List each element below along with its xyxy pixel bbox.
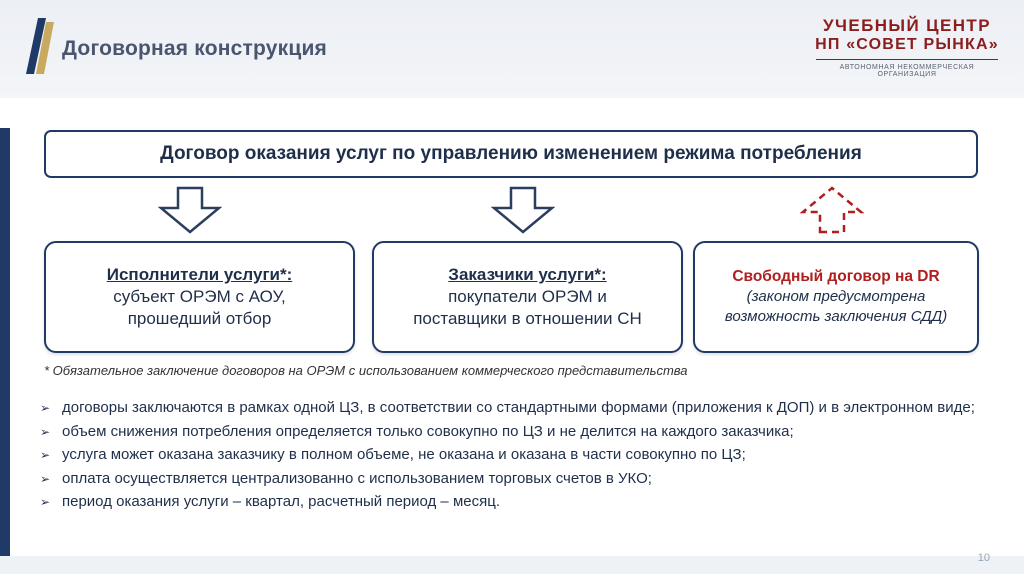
list-item: [40, 398, 990, 419]
brand-subtitle: АВТОНОМНАЯ НЕКОММЕРЧЕСКАЯ ОРГАНИЗАЦИЯ: [839, 64, 975, 78]
card-free-dr-contract: [693, 241, 979, 353]
card-service-providers: [44, 241, 355, 353]
brand-name-line1: УЧЕБНЫЙ ЦЕНТР: [823, 16, 991, 35]
arrow-down-icon: [491, 186, 555, 234]
card-title: Заказчики услуги*:: [448, 265, 607, 284]
card-line: прошедший отбор: [127, 309, 272, 328]
card-line: возможность заключения СДД): [724, 308, 948, 325]
card-line: (законом предусмотрена: [746, 288, 926, 305]
page-title: Договорная конструкция: [62, 37, 328, 60]
contract-title-box: [44, 130, 978, 178]
logo-mark-icon: [24, 18, 54, 74]
arrow-up-dashed-icon: [800, 186, 864, 234]
list-item-text: оплата осуществляется централизованно с использованием торговых счетов в УКО;: [62, 469, 652, 487]
page-number: 10: [977, 552, 990, 564]
bullet-arrow-icon: ➢: [40, 495, 51, 509]
header: [0, 0, 1024, 98]
list-item-text: услуга может оказана заказчику в полном объеме, не оказана и оказана в части совокупно по ЦЗ;: [62, 446, 746, 463]
card-line: поставщики в отношении СН: [413, 309, 642, 328]
list-item: [40, 445, 990, 466]
list-item-text: договоры заключаются в рамках одной ЦЗ, в соответствии со стандартными формами (приложения к ДОП) и в электронном виде;: [62, 399, 975, 416]
accent-bar: [0, 128, 10, 556]
list-item-text: объем снижения потребления определяется только совокупно по ЦЗ и не делится на каждого заказчика;: [62, 422, 794, 440]
list-item: [40, 422, 990, 443]
brand-logo: [812, 16, 1002, 78]
card-service-customers: [372, 241, 683, 353]
footnote: * Обязательное заключение договоров на ОРЭМ с использованием коммерческого представительства: [44, 363, 688, 378]
bullet-arrow-icon: ➢: [40, 448, 51, 462]
card-line: субъект ОРЭМ с АОУ,: [113, 287, 286, 306]
bullet-arrow-icon: ➢: [40, 471, 51, 486]
card-title: Исполнители услуги*:: [106, 265, 293, 284]
brand-divider: [816, 59, 998, 60]
arrow-down-icon: [158, 186, 222, 234]
contract-title: Договор оказания услуг по управлению изменением режима потребления: [160, 143, 862, 164]
brand-name-line2: НП «СОВЕТ РЫНКА»: [815, 36, 999, 53]
bullet-arrow-icon: ➢: [40, 401, 51, 415]
card-title: Свободный договор на DR: [732, 268, 940, 285]
card-line: покупатели ОРЭМ и: [448, 287, 607, 306]
list-item: [40, 492, 990, 513]
bullet-list: [40, 398, 990, 516]
list-item: [40, 469, 990, 490]
bullet-arrow-icon: ➢: [40, 424, 51, 439]
list-item-text: период оказания услуги – квартал, расчетный период – месяц.: [62, 493, 500, 510]
